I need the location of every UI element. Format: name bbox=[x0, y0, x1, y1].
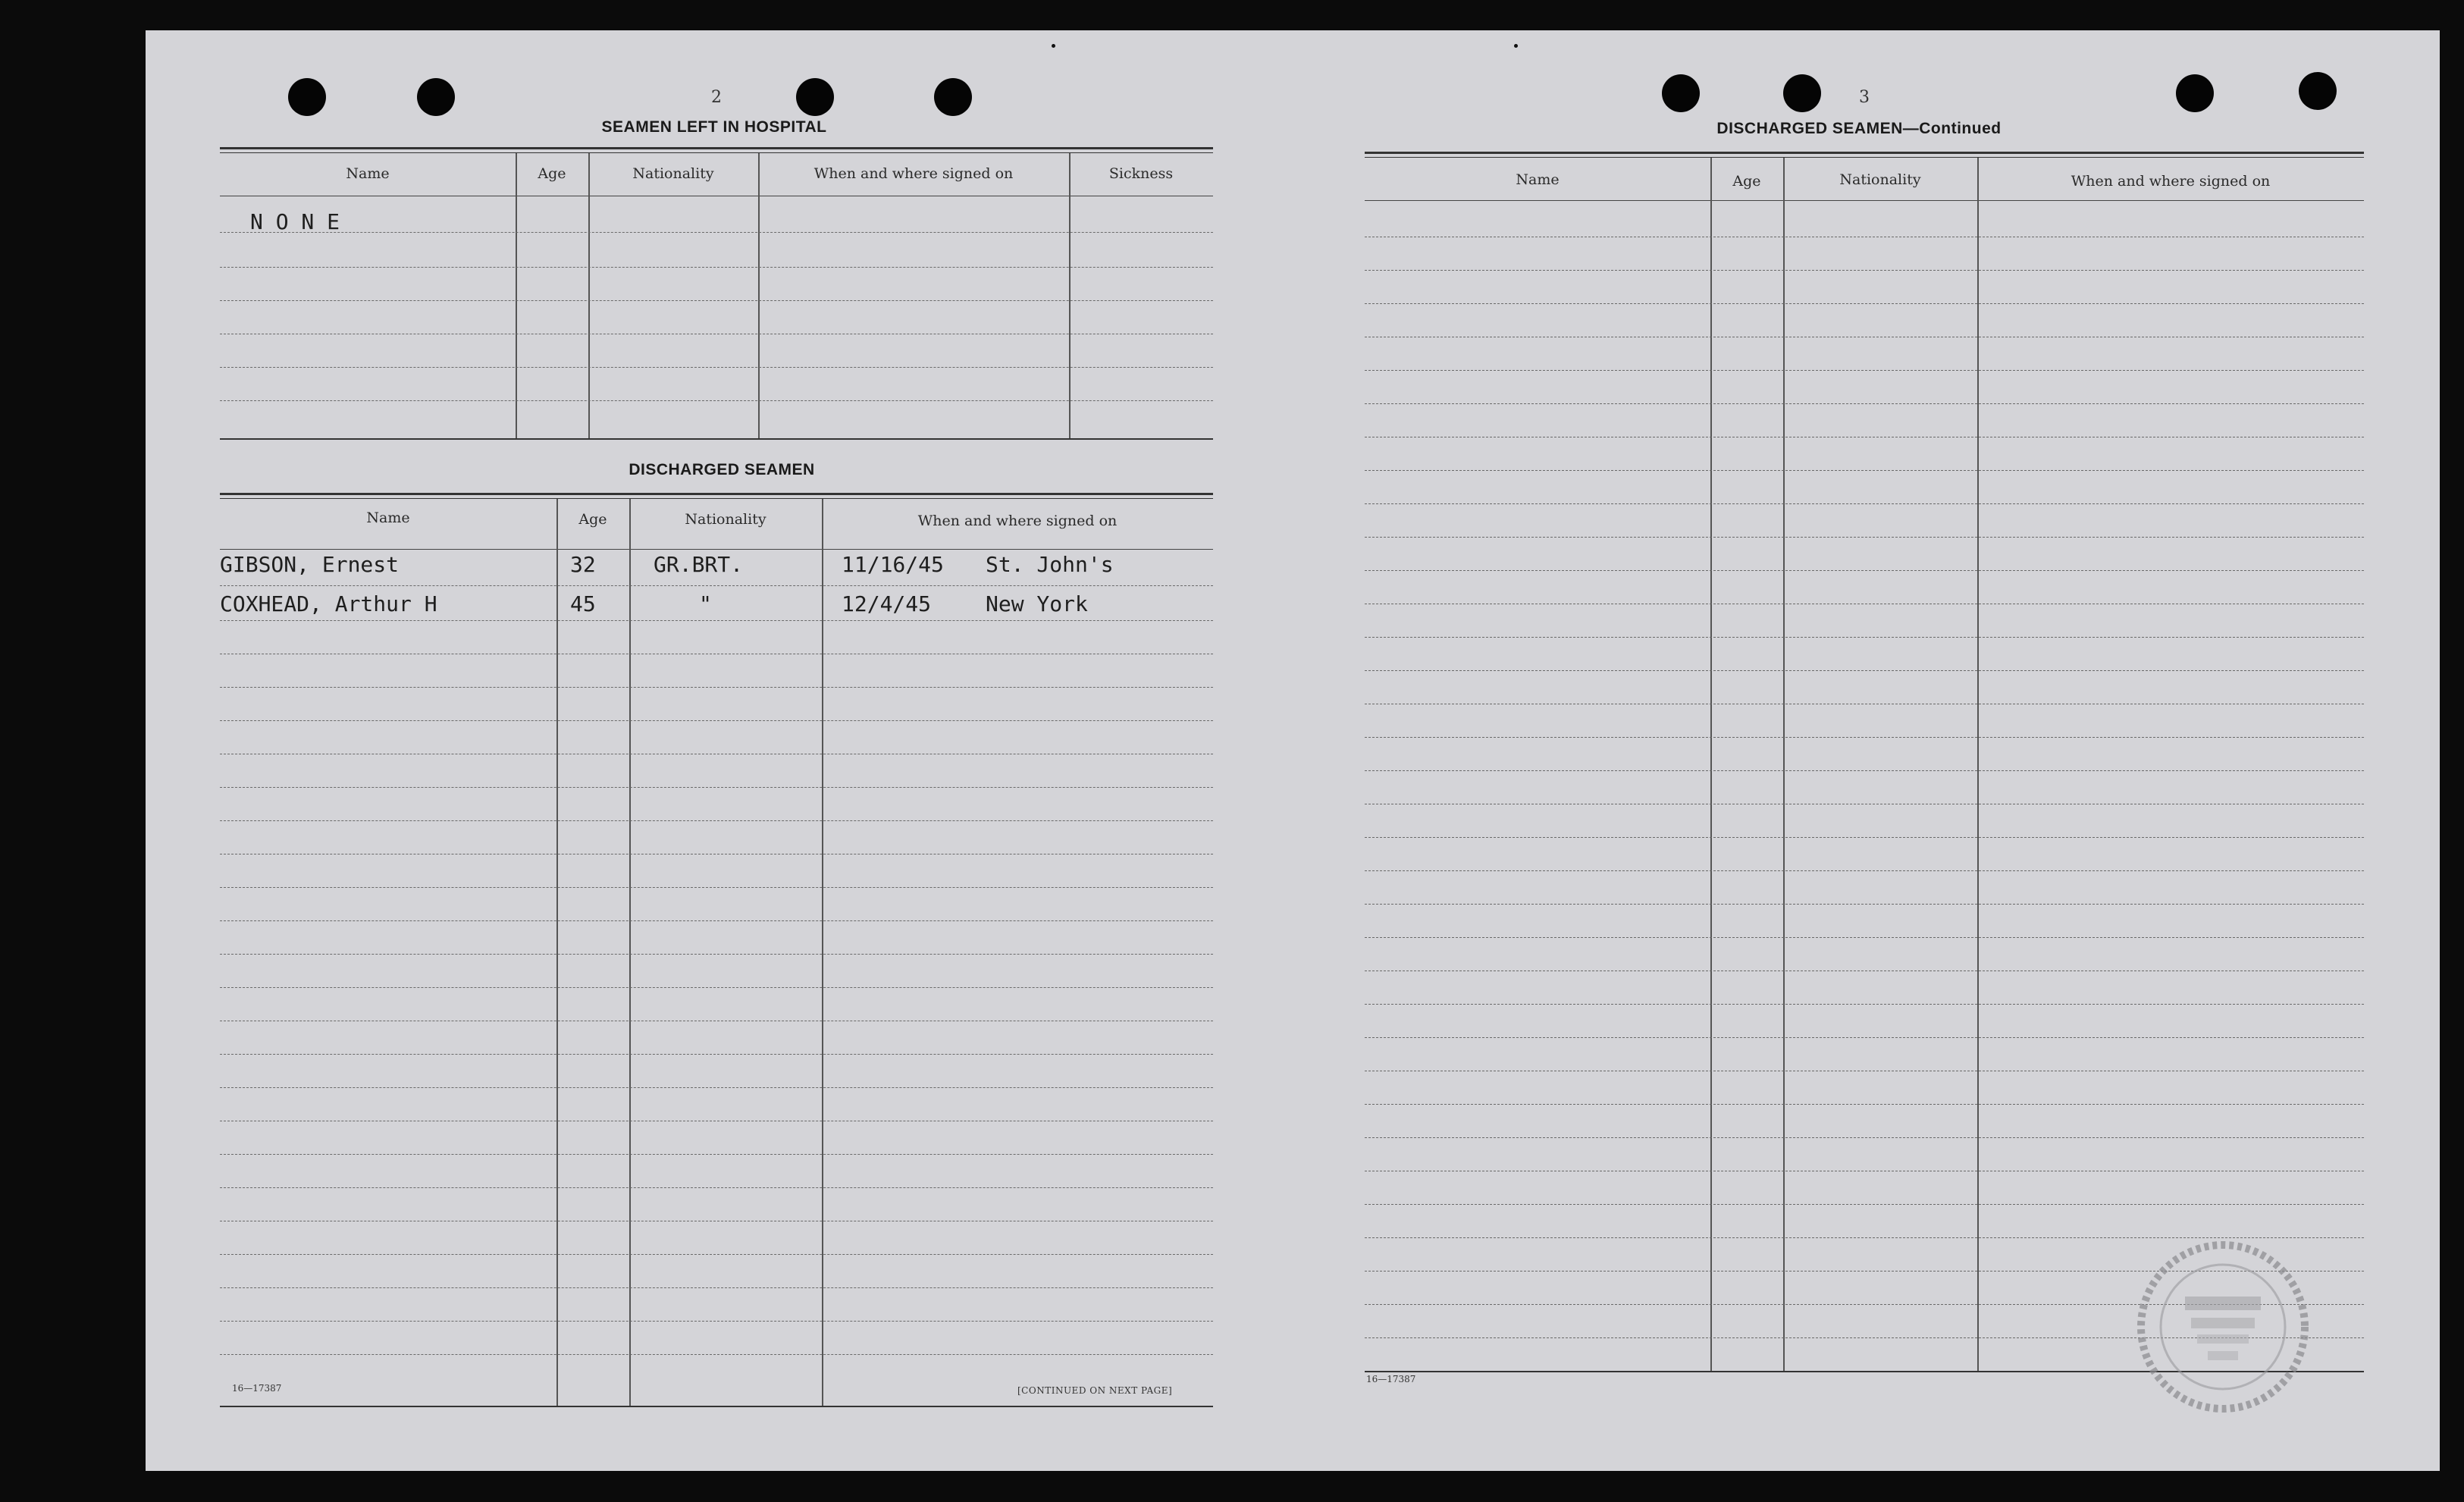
speck bbox=[1514, 44, 1518, 48]
column-header: When and where signed on bbox=[917, 513, 1118, 529]
punch-hole bbox=[1783, 74, 1821, 112]
seaman-name: COXHEAD, Arthur H bbox=[220, 591, 437, 616]
hospital-section-title: SEAMEN LEFT IN HOSPITAL bbox=[601, 118, 827, 136]
punch-hole bbox=[288, 78, 326, 116]
hospital-table bbox=[220, 147, 1213, 443]
discharged-continued-table bbox=[1365, 152, 2364, 1407]
hospital-entry-none: N O N E bbox=[250, 209, 340, 234]
column-header: Name bbox=[346, 165, 390, 182]
column-header: Nationality bbox=[685, 511, 766, 528]
column-header: Name bbox=[366, 510, 410, 526]
punch-hole bbox=[2176, 74, 2214, 112]
seaman-nationality: GR.BRT. bbox=[654, 552, 744, 577]
punch-hole bbox=[934, 78, 972, 116]
seaman-name: GIBSON, Ernest bbox=[220, 552, 400, 577]
left-page bbox=[146, 30, 1283, 1471]
signed-on-place: New York bbox=[986, 591, 1088, 616]
right-page bbox=[1290, 30, 2440, 1471]
signed-on-date: 11/16/45 bbox=[842, 552, 944, 577]
column-header: Sickness bbox=[1108, 165, 1174, 182]
form-number: 16—17387 bbox=[1366, 1374, 1416, 1384]
column-header: When and where signed on bbox=[813, 165, 1014, 182]
continued-note: [CONTINUED ON NEXT PAGE] bbox=[1017, 1385, 1173, 1396]
discharged-table bbox=[220, 493, 1213, 1410]
column-header: Age bbox=[538, 165, 566, 182]
discharged-continued-title: DISCHARGED SEAMEN—Continued bbox=[1716, 120, 2002, 137]
seaman-nationality: " bbox=[699, 591, 712, 616]
punch-hole bbox=[417, 78, 455, 116]
punch-hole bbox=[2299, 72, 2337, 110]
column-header: Nationality bbox=[1839, 171, 1921, 188]
discharged-section-title: DISCHARGED SEAMEN bbox=[629, 461, 815, 478]
column-header: Age bbox=[578, 511, 607, 528]
punch-hole bbox=[796, 78, 834, 116]
document-sheet bbox=[146, 30, 2440, 1471]
signed-on-date: 12/4/45 bbox=[842, 591, 932, 616]
page-number: 3 bbox=[1859, 88, 1870, 107]
seaman-age: 32 bbox=[570, 552, 596, 577]
column-header: Nationality bbox=[632, 165, 714, 182]
seaman-age: 45 bbox=[570, 591, 596, 616]
column-header: When and where signed on bbox=[2071, 173, 2271, 190]
speck bbox=[1052, 44, 1055, 48]
column-header: Age bbox=[1732, 173, 1761, 190]
signed-on-place: St. John's bbox=[986, 552, 1114, 577]
form-number: 16—17387 bbox=[232, 1383, 282, 1394]
page-number: 2 bbox=[711, 88, 722, 107]
column-header: Name bbox=[1516, 171, 1560, 188]
official-stamp-seal bbox=[2132, 1236, 2314, 1418]
punch-hole bbox=[1662, 74, 1700, 112]
